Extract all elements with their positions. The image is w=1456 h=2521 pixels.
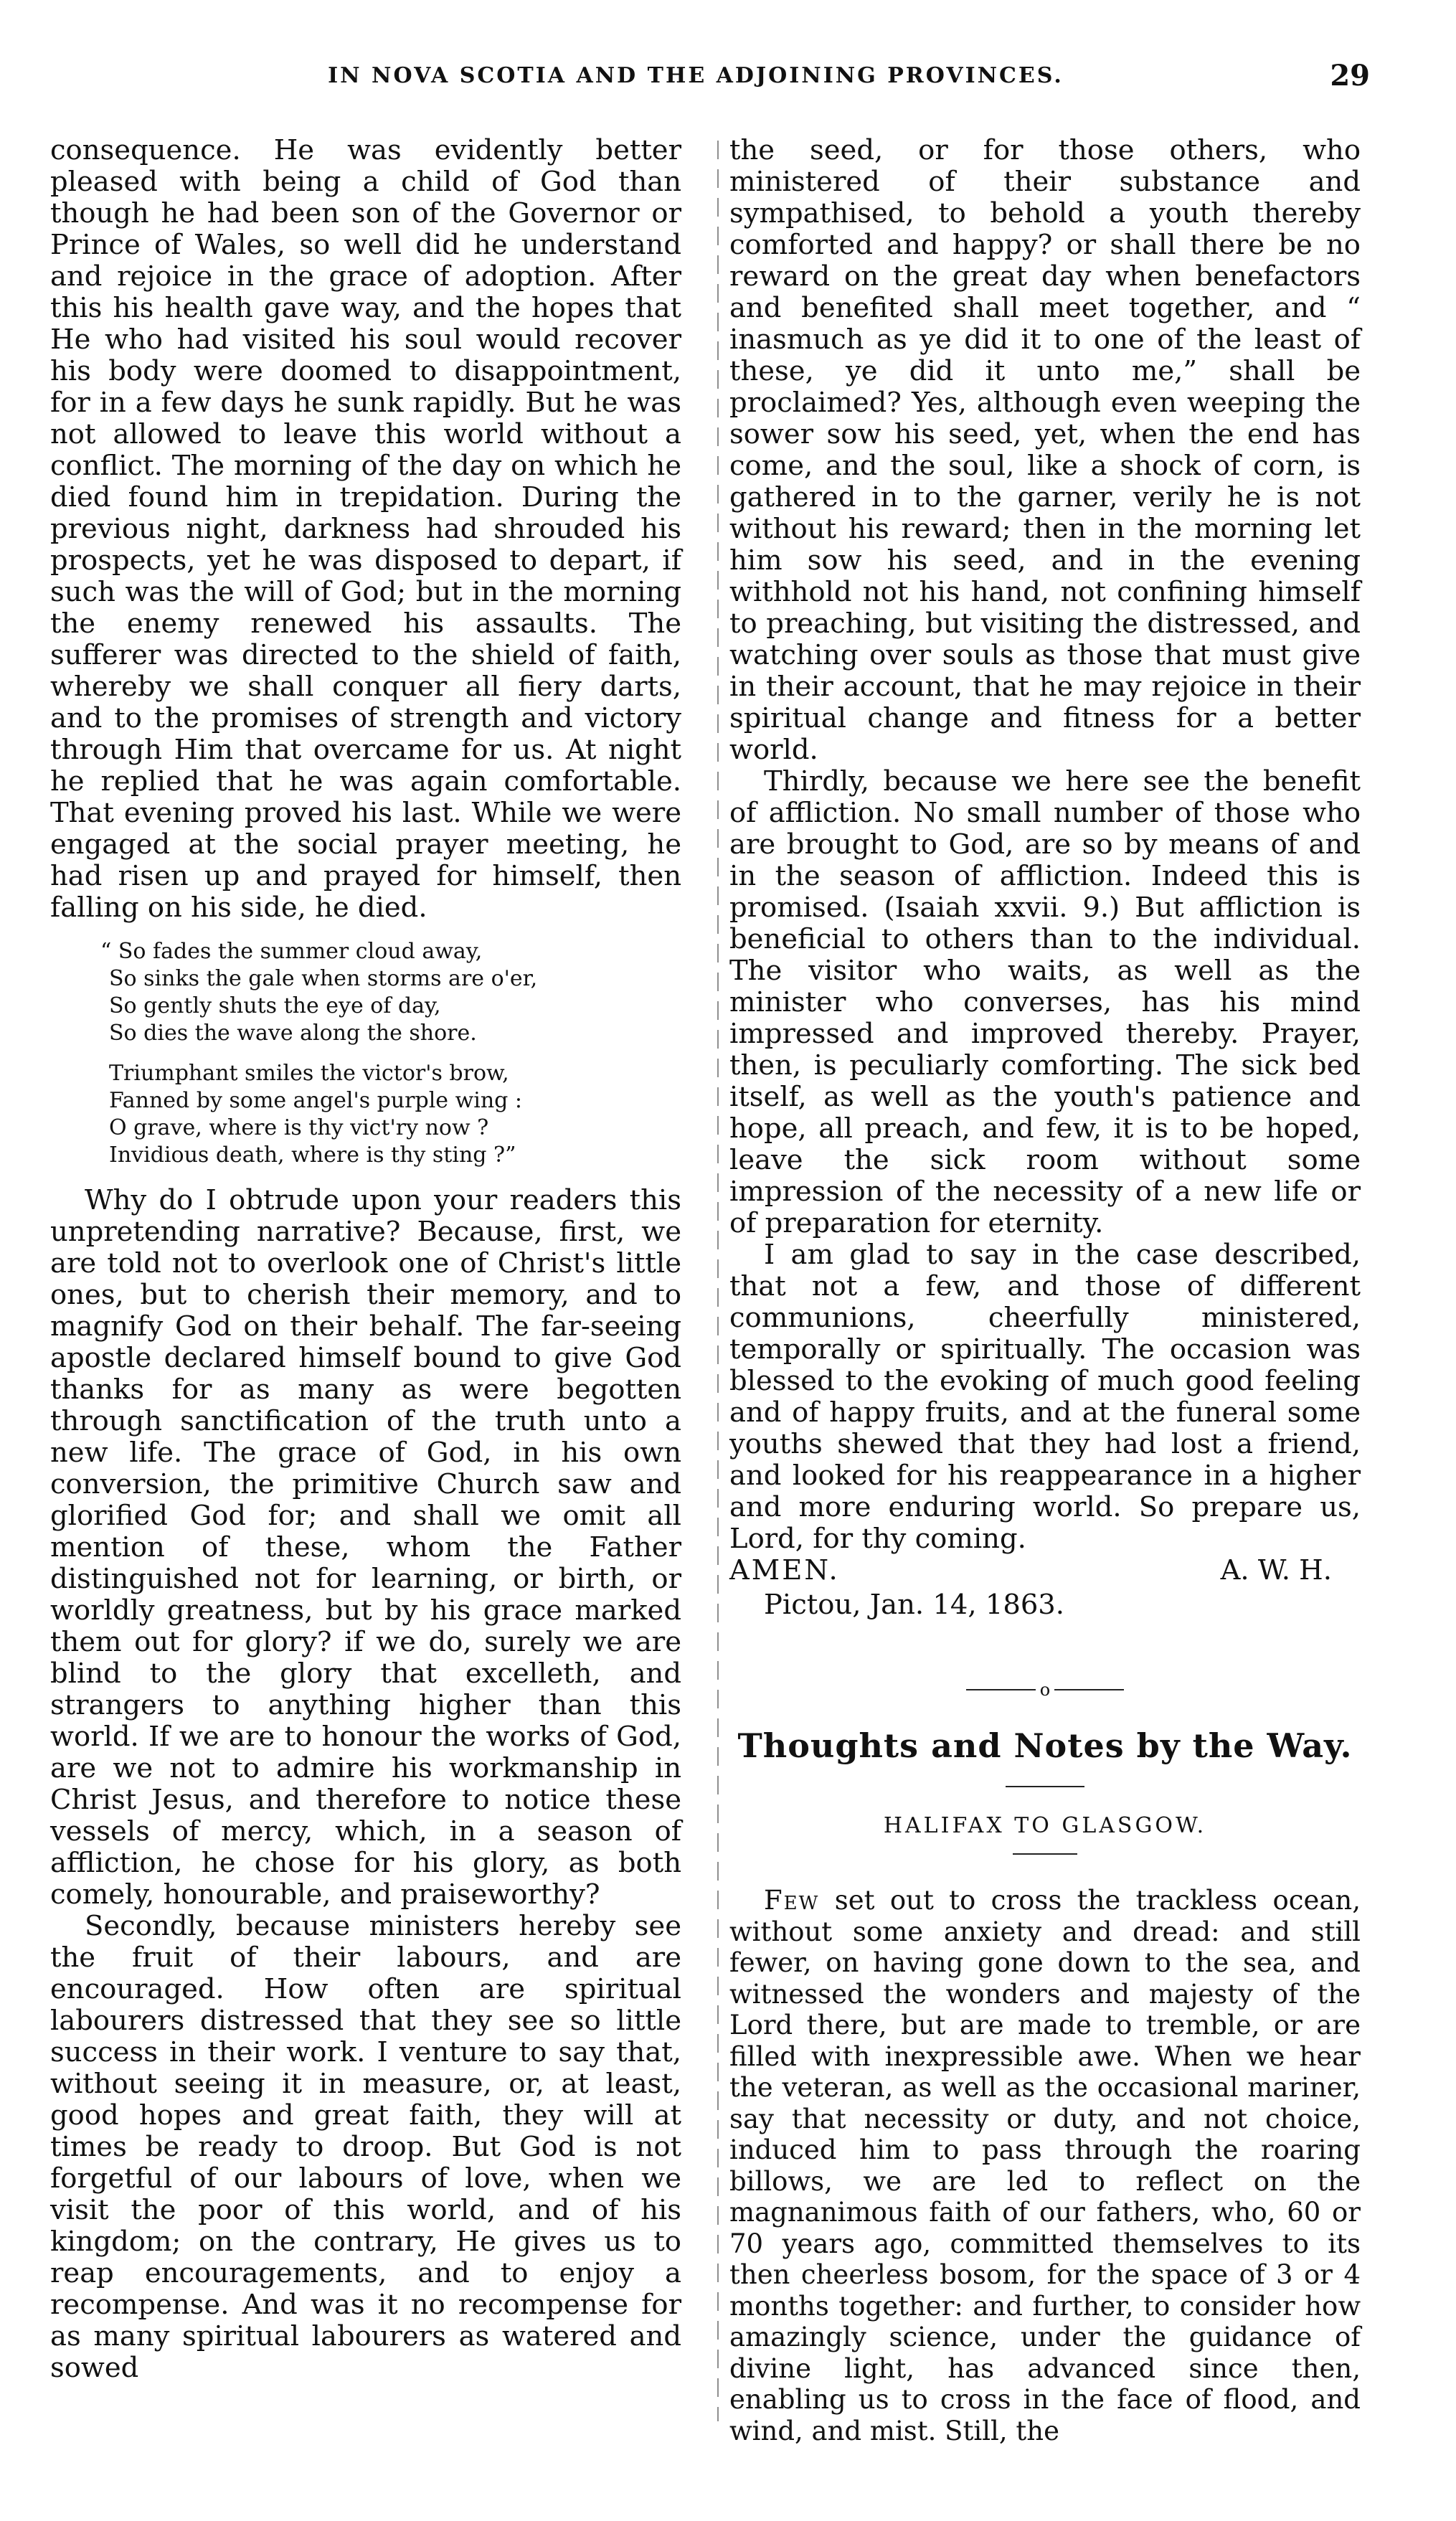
poem-stanza-2 [100,1060,681,1169]
amen: AMEN. [729,1554,840,1586]
author-initials: A. W. H. [1220,1554,1332,1586]
paragraph-first-reason: Why do I obtrude upon your readers this unpretending narrative? Because, first, we are told not to overlook one of Christ's little ones, but to cherish their memory, and to magnify God on their behalf. The far-seeing apostle declared himself bound to give God thanks for as many as were begotten through sanctification of the truth unto a new life. The grace of God, in his own conversion, the primitive Church saw and glorified God for; and shall we omit all mention of these, whom the Father distinguished not for learning, or birth, or worldly greatness, but by his grace marked them out for glory? if we do, surely we are blind to the glory that excelleth, and strangers to anything higher than this world. If we are to honour the works of God, are we not to admire his workmanship in Christ Jesus, and therefore to notice these vessels of mercy, which, in a season of affliction, he chose for his glory, as both comely, honourable, and praiseworthy? [50,1184,681,1911]
running-head: IN NOVA SCOTIA AND THE ADJOINING PROVINCES. [328,63,1064,88]
section-divider [966,1681,1124,1698]
title-rule [1006,1786,1084,1787]
poem-stanza-1 [100,938,681,1047]
paragraph-continuation: the seed, or for those others, who ministered of their substance and sympathised, to behold a youth thereby comforted and happy? or shall there be no reward on the great day when benefactors and benefited shall meet together, and “ inasmuch as ye did it to one of the least of these, ye did it unto me,” shall be proclaimed? Yes, although even weeping the sower sow his seed, yet, when the end has come, and the soul, like a shock of corn, is gathered in to the garner, verily he is not without his reward; then in the morning let him sow his seed, and in the evening withhold not his hand, not confining himself to preaching, but visiting the distressed, and watching over souls as those that must give in their account, that he may rejoice in their spiritual change and fitness for a better world. [729,134,1361,766]
poem-line: “ So fades the summer cloud away, [100,939,483,964]
paragraph-third-reason: Thirdly, because we here see the benefit of affliction. No small number of those who are brought to God, are so by means of and in the season of affliction. Indeed this is promised. (Isaiah xxvii. 9.) But affliction is beneficial to others than to the individual. The visitor who waits, as well as the minister who converses, has his mind impressed and improved thereby. Prayer, then, is peculiarly comforting. The sick bed itself, as well as the youth's patience and hope, all preach, and few, it is to be hoped, leave the sick room without some impression of the necessity of a new life or of preparation for eternity. [729,765,1361,1239]
page-number: 29 [1330,59,1370,93]
section-subhead: HALIFAX TO GLASGOW. [883,1813,1207,1838]
paragraph-second-reason: Secondly, because ministers hereby see the fruit of their labours, and are encouraged. How often are spiritual labourers distressed that they see so little success in their work. I venture to say that, without seeing it in measure, or, at least, good hopes and great faith, they will at times be ready to droop. But God is not forgetful of our labours of love, when we visit the poor of this world, and of his kingdom; on the contrary, He gives us to reap encouragements, and to enjoy a recompense. And was it no recompense for as many spiritual labourers as watered and sowed [50,1910,681,2384]
page-header [86,59,1370,102]
divider-line [966,1689,1036,1690]
poem-line: So sinks the gale when storms are o'er, [109,966,538,991]
right-column [729,135,1361,2446]
poem-line: So gently shuts the eye of day, [109,993,441,1018]
column-divider [717,141,719,2421]
subhead-rule [1013,1853,1077,1855]
divider-mark: o [1039,1680,1051,1700]
paragraph-closing: I am glad to say in the case described, that not a few, and those of different communions, cheerfully ministered, temporally or spiritually. The occasion was blessed to the evoking of much good feeling and of happy fruits, and at the funeral some youths shewed that they had lost a friend, and looked for his reappearance in a higher and more enduring world. So prepare us, Lord, for thy coming. [729,1239,1361,1555]
poem-line: So dies the wave along the shore. [109,1021,477,1046]
paragraph-narrative-end: consequence. He was evidently better pleased with being a child of God than though he had been son of the Governor or Prince of Wales, so well did he understand and rejoice in the grace of adoption. After this his health gave way, and the hopes that He who had visited his soul would recover his body were doomed to disappointment, for in a few days he sunk rapidly. But he was not allowed to leave this world without a conflict. The morning of the day on which he died found him in trepidation. During the previous night, darkness had shrouded his prospects, yet he was disposed to depart, if such was the will of God; but in the morning the enemy renewed his assaults. The sufferer was directed to the shield of faith, whereby we shall conquer all fiery darts, and to the promises of strength and victory through Him that overcame for us. At night he replied that he was again comfortable. That evening proved his last. While we were engaged at the social prayer meeting, he had risen up and prayed for himself, then falling on his side, he died. [50,134,681,924]
divider-line [1054,1689,1124,1690]
poem-line: Invidious death, where is thy sting ?” [109,1143,516,1168]
paragraph-voyage [729,1885,1361,2446]
left-column [50,135,681,2384]
poem-line: Fanned by some angel's purple wing : [109,1088,523,1113]
poem-line: Triumphant smiles the victor's brow, [109,1061,509,1086]
poem [100,938,681,1169]
section-title: Thoughts and Notes by the Way. [737,1726,1353,1765]
poem-line: O grave, where is thy vict'ry now ? [109,1115,489,1140]
paragraph-voyage-text: set out to cross the trackless ocean, without some anxiety and dread: and still fewer, on having gone down to the sea, and witnessed the wonders and majesty of the Lord there, but are made to tremble, or are filled with inexpressible awe. When we hear the veteran, as well as the occasional mariner, say that necessity or duty, and not choice, induced him to pass through the roaring billows, we are led to reflect on the magnanimous faith of our fathers, who, 60 or 70 years ago, committed themselves to its then cheerless bosom, for the space of 3 or 4 months together: and further, to consider how amazingly science, under the guidance of divine light, has advanced since then, enabling us to cross in the face of flood, and wind, and mist. Still, the [729,1885,1361,2446]
dateline: Pictou, Jan. 14, 1863. [764,1589,1065,1621]
lead-word: Few [764,1885,820,1916]
signature-line [729,1555,1361,1586]
